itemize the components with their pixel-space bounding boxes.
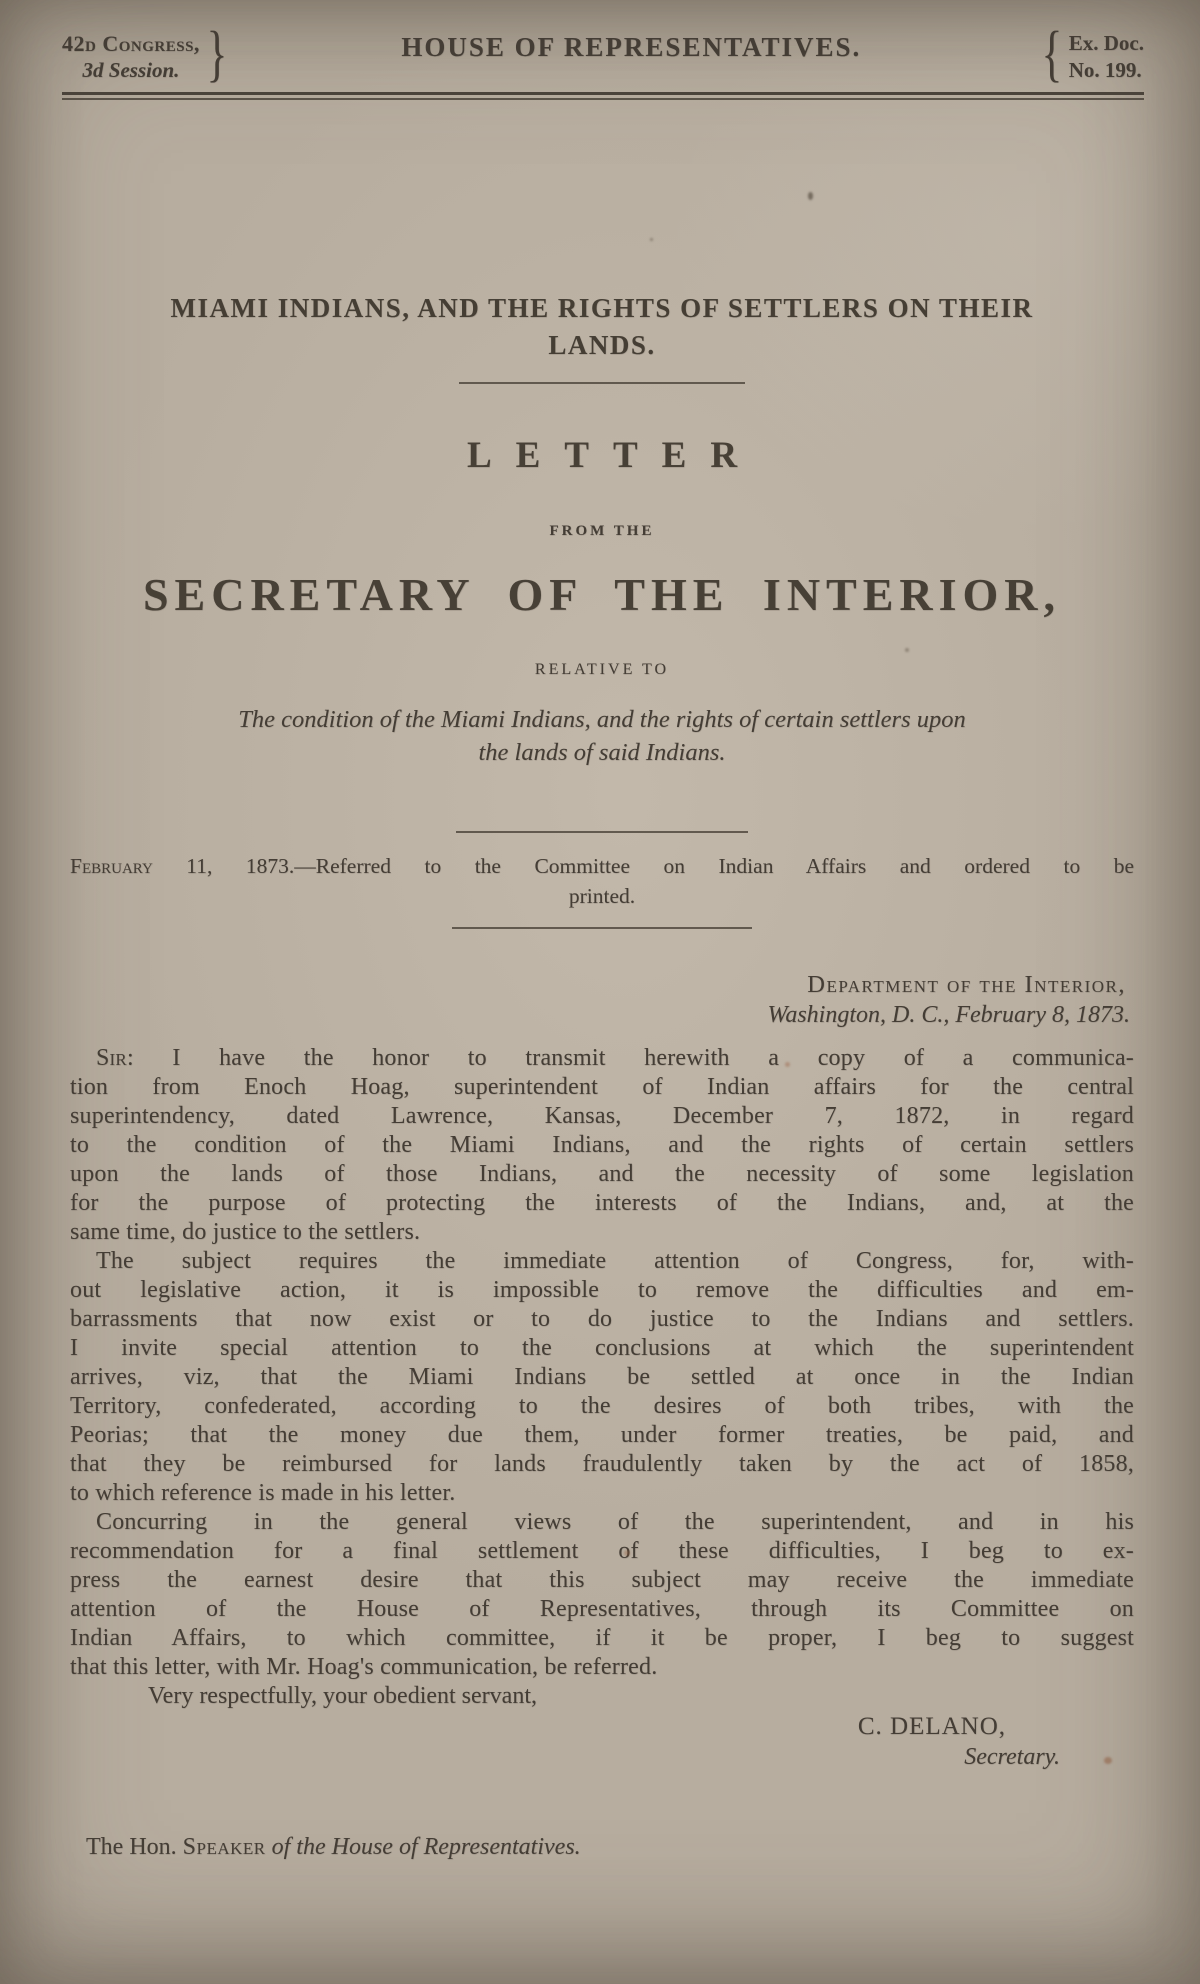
body-line: that this letter, with Mr. Hoag's communication, be referred.	[70, 1654, 658, 1680]
body-line: Concurring in the general views of the superintendent, and in his	[96, 1509, 1134, 1535]
department-line: Department of the Interior,	[807, 971, 1126, 998]
body-line: upon the lands of those Indians, and the necessity of some legislation	[70, 1161, 1134, 1187]
signature-name: C. DELANO,	[857, 1713, 1006, 1740]
paragraph	[70, 1044, 1134, 1247]
valediction: Very respectfully, your obedient servant,	[148, 1683, 537, 1709]
paper-stain	[624, 1550, 630, 1556]
salutation: Sir	[96, 1045, 127, 1071]
body-line: to the condition of the Miami Indians, and the rights of certain settlers	[70, 1132, 1134, 1158]
body-line: out legislative action, it is impossible to remove the difficulties and em-	[70, 1277, 1134, 1303]
referral-rule-top	[456, 831, 748, 833]
from-the-label: FROM THE	[549, 523, 655, 539]
addressee-prefix: The Hon.	[86, 1834, 183, 1860]
place-date-line: Washington, D. C., February 8, 1873.	[767, 1002, 1130, 1028]
paper-stain	[785, 1062, 790, 1067]
referral-date: February 11, 1873.	[70, 854, 295, 878]
document-title	[70, 290, 1134, 364]
document-content	[0, 290, 1200, 1861]
paper-stain	[905, 648, 909, 652]
addressee-line	[70, 1834, 1134, 1861]
referral-text-line1	[70, 851, 1134, 881]
addressee-speaker: Speaker	[182, 1834, 266, 1860]
paragraph	[70, 1508, 1134, 1682]
body-line: same time, do justice to the settlers.	[70, 1219, 421, 1245]
body-line: barrassments that now exist or to do justice to the Indians and settlers.	[70, 1306, 1134, 1332]
referral-text-line2: printed.	[568, 884, 636, 908]
addressee-rest: of the House of Representatives.	[265, 1834, 581, 1860]
body-line: Sir: I have the honor to transmit herewith a copy of a communica-	[96, 1045, 1134, 1071]
paragraph	[70, 1247, 1134, 1508]
masthead	[0, 0, 1200, 88]
chamber-title: HOUSE OF REPRESENTATIVES.	[401, 32, 862, 62]
referral-rule-bottom	[452, 927, 752, 929]
congress-session-block	[62, 30, 200, 84]
secretary-heading: SECRETARY OF THE INTERIOR,	[142, 569, 1062, 620]
signature-title: Secretary.	[964, 1744, 1060, 1770]
congress-label: 42d Congress,	[62, 31, 200, 56]
body-line: that they be reimbursed for lands fraudulently taken by the act of 1858,	[70, 1451, 1134, 1477]
subject-line1: The condition of the Miami Indians, and the rights of certain settlers upon	[238, 706, 966, 733]
paper-stain	[808, 192, 813, 200]
paper-stain	[1104, 1757, 1112, 1764]
body-line: for the purpose of protecting the interests of the Indians, and, at the	[70, 1190, 1134, 1216]
doc-type: Ex. Doc.	[1068, 31, 1144, 55]
doc-number: No. 199.	[1068, 58, 1142, 82]
title-rule	[459, 382, 745, 384]
document-title-line2: LANDS.	[548, 330, 656, 360]
subject-line	[70, 703, 1134, 769]
body-line: arrives, viz, that the Miami Indians be settled at once in the Indian	[70, 1364, 1134, 1390]
body-line: recommendation for a final settlement of these difficulties, I beg to ex-	[70, 1538, 1134, 1564]
body-line: to which reference is made in his letter.	[70, 1480, 456, 1506]
right-brace: {	[1041, 20, 1063, 88]
body-line: I invite special attention to the conclusions at which the superintendent	[70, 1335, 1134, 1361]
paper-stain	[650, 238, 653, 241]
body-line: Indian Affairs, to which committee, if it be proper, I beg to suggest	[70, 1625, 1134, 1651]
referral-line	[70, 851, 1134, 911]
left-brace: }	[206, 20, 228, 88]
letter-heading: LETTER	[466, 435, 762, 476]
relative-to-label: RELATIVE TO	[534, 661, 670, 678]
body-line: The subject requires the immediate attention of Congress, for, with-	[96, 1248, 1134, 1274]
doc-number-block	[1069, 30, 1144, 84]
body-line: tion from Enoch Hoag, superintendent of Indian affairs for the central	[70, 1074, 1134, 1100]
header-rule	[62, 92, 1144, 100]
body-line: attention of the House of Representatives, through its Committee on	[70, 1596, 1134, 1622]
body-line: Territory, confederated, according to the desires of both tribes, with the	[70, 1393, 1134, 1419]
referral-text: —Referred to the Committee on Indian Affairs and ordered to be	[294, 854, 1134, 878]
letter-paragraphs	[70, 1044, 1134, 1682]
body-line: superintendency, dated Lawrence, Kansas, December 7, 1872, in regard	[70, 1103, 1134, 1129]
body-line: Peorias; that the money due them, under former treaties, be paid, and	[70, 1422, 1134, 1448]
session-label: 3d Session.	[82, 58, 180, 82]
document-title-line1: MIAMI INDIANS, AND THE RIGHTS OF SETTLERS ON THEIR	[170, 293, 1034, 323]
body-line: press the earnest desire that this subject may receive the immediate	[70, 1567, 1134, 1593]
subject-line2: the lands of said Indians.	[478, 739, 726, 766]
